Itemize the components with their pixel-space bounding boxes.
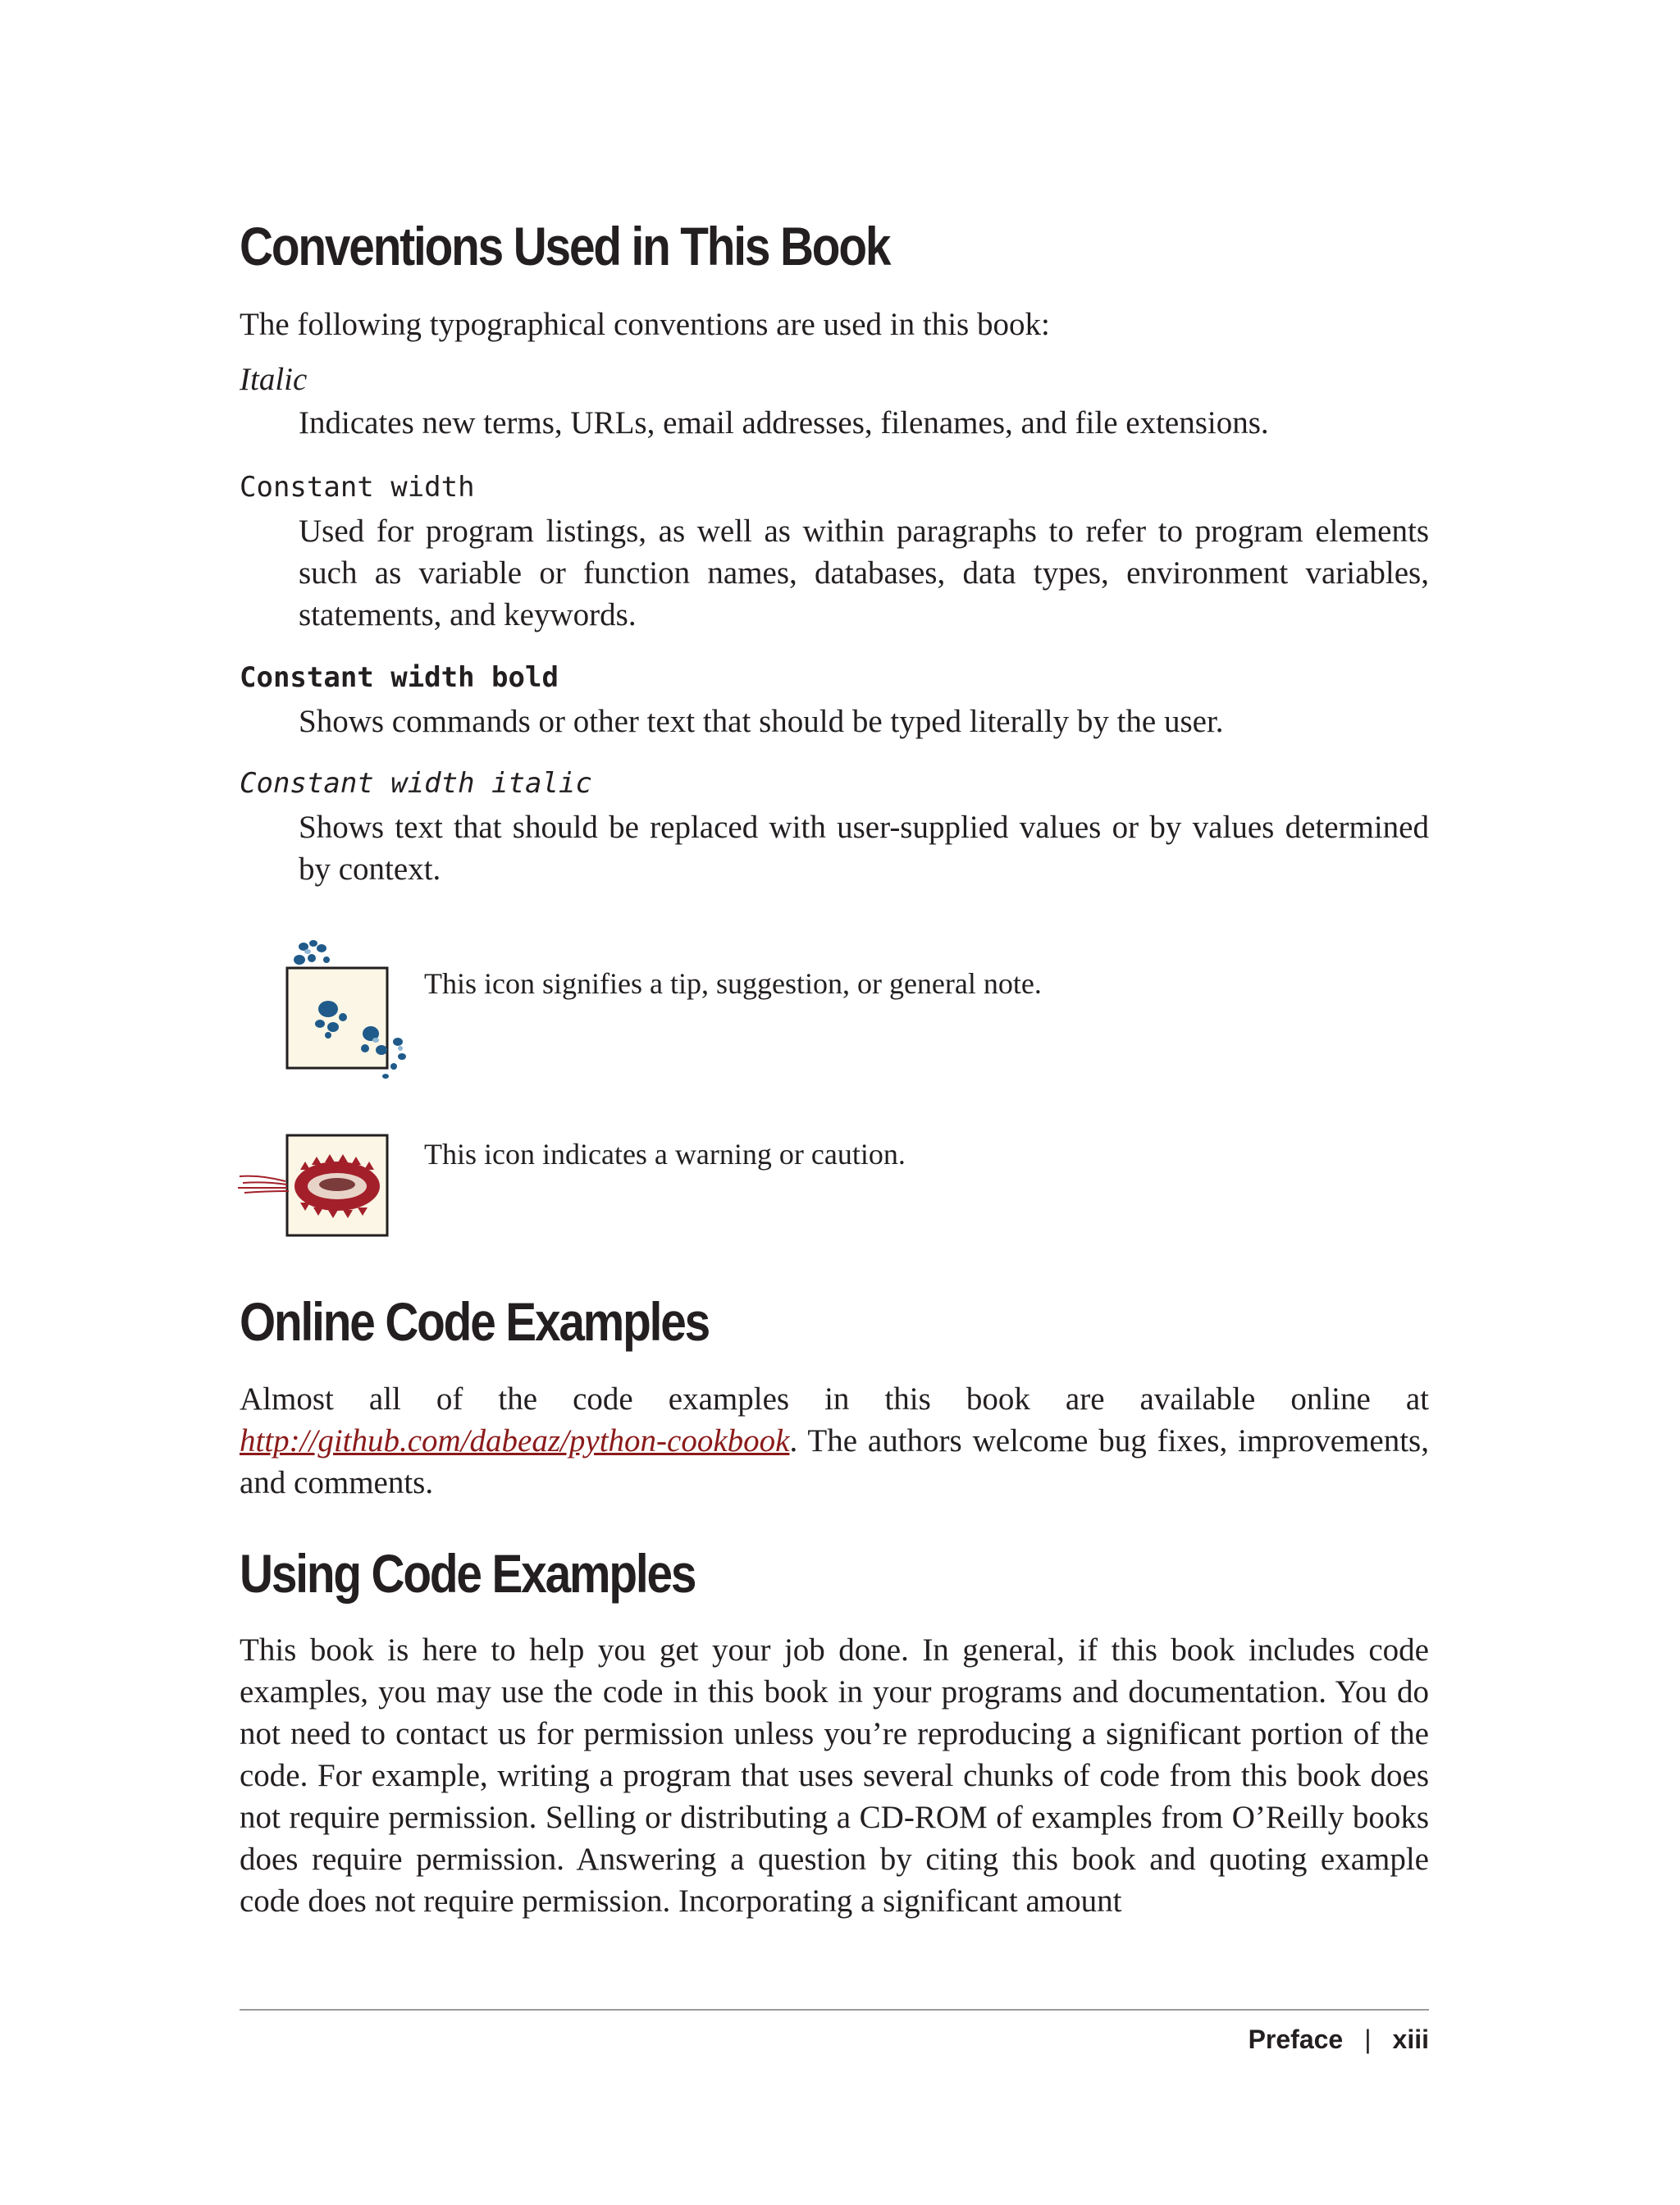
github-link[interactable]: http://github.com/dabeaz/python-cookbook	[240, 1423, 790, 1459]
online-paragraph	[240, 1378, 1429, 1504]
term-constant-width-bold-definition: Shows commands or other text that should be typed literally by the user.	[299, 704, 1224, 739]
online-text-after: . The authors welcome bug fixes, improvements, and comments.	[240, 1423, 1429, 1500]
warning-icon	[236, 1134, 392, 1240]
using-paragraph: This book is here to help you get your job done. In general, if this book includes code examples, you may use the code in this book in your programs and documentation. You do not need to contact us for permission unless you’re reproducing a significant portion of the code. For example, writing a program that uses several chunks of code from this book does not require permission. Selling or distributing a CD-ROM of examples from O’Reilly books does require permission. Answering a question by citing this book and quoting example code does not require permission. Incorporating a significant amount	[240, 1632, 1429, 1919]
conventions-heading: Conventions Used in This Book	[240, 216, 890, 276]
warning-note-text: This icon indicates a warning or caution.	[424, 1138, 906, 1171]
tip-icon	[279, 935, 418, 1087]
term-constant-width-bold: Constant width bold	[240, 661, 559, 694]
term-italic-definition: Indicates new terms, URLs, email addresses, filenames, and file extensions.	[299, 405, 1269, 441]
page-number: xiii	[1392, 2025, 1429, 2054]
tip-note-text: This icon signifies a tip, suggestion, or general note.	[424, 967, 1042, 1000]
term-constant-width-italic: Constant width italic	[240, 767, 592, 800]
term-italic: Italic	[240, 362, 308, 397]
footer-separator: |	[1364, 2025, 1372, 2054]
online-heading: Online Code Examples	[240, 1291, 710, 1352]
term-constant-width-italic-definition: Shows text that should be replaced with user-supplied values or by values determined by context.	[299, 810, 1429, 887]
term-constant-width-definition: Used for program listings, as well as within paragraphs to refer to program elements such as variable or function names, databases, data types, environment variables, statements, and keywords.	[299, 514, 1429, 632]
online-text-before: Almost all of the code examples in this book are available online at	[240, 1381, 1429, 1417]
using-heading: Using Code Examples	[240, 1543, 696, 1604]
conventions-intro: The following typographical conventions are used in this book:	[240, 307, 1050, 342]
term-constant-width: Constant width	[240, 471, 475, 504]
footer-rule	[240, 2009, 1429, 2011]
page-footer	[1249, 2025, 1429, 2055]
footer-section: Preface	[1248, 2025, 1344, 2054]
